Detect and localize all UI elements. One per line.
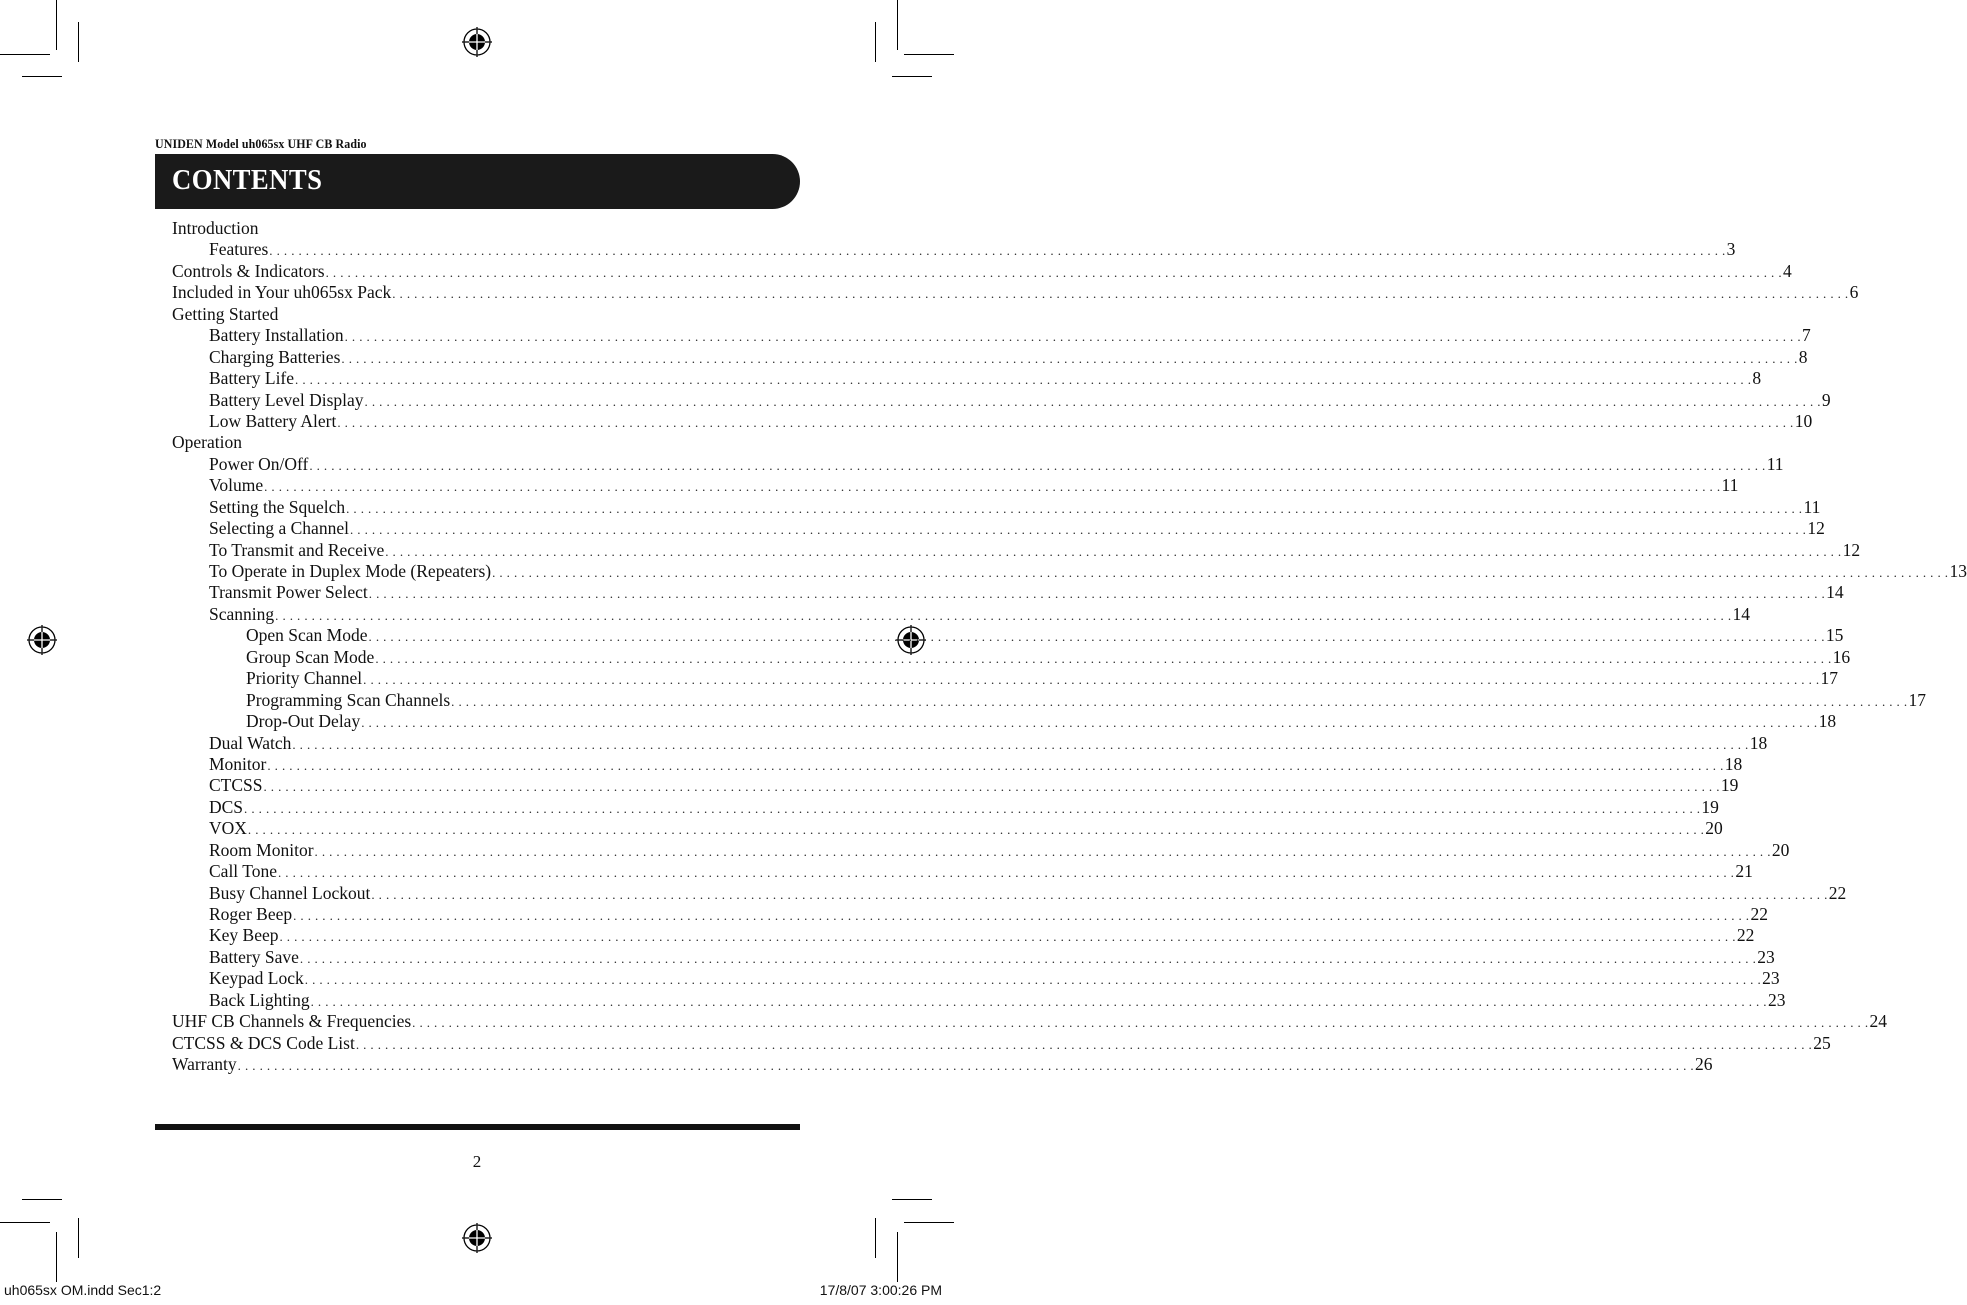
toc-entry-page: 6 xyxy=(1849,282,1859,303)
dot-leader: . . . . . . . . . . . . . . . . . . . . . . . . . . . . . . . . . . . . . . . . . . . . . . . . . . . . . . . . . . . . . . . . . . . . . . . . . . . . . . . . . . . . . . . . . . . . . . . . . . . . . . . . . . . . . . . . . . . . . . . . . . . . . . . . . . . . . . . . . . . . . . . . . . . . . . . . . . . . . . . . . . . . . . . . . . . . . . . . . . . . . . . . . . . . . . . . . . . . . . . . xyxy=(295,372,1752,388)
toc-entry-label: CTCSS & DCS Code List xyxy=(172,1032,355,1053)
toc-entry xyxy=(172,218,774,239)
crop-mark xyxy=(875,1218,876,1258)
dot-leader: . . . . . . . . . . . . . . . . . . . . . . . . . . . . . . . . . . . . . . . . . . . . . . . . . . . . . . . . . . . . . . . . . . . . . . . . . . . . . . . . . . . . . . . . . . . . . . . . . . . . . . . . . . . . . . . . . . . . . . . . . . . . . . . . . . . . . . . . . . . . . . . . . . . . . . . . . . . . . . . . . . . . . . . . . . . . . . . . . . . . . . . . . . . . . . . . . . . . . . . . xyxy=(310,993,1767,1009)
dot-leader: . . . . . . . . . . . . . . . . . . . . . . . . . . . . . . . . . . . . . . . . . . . . . . . . . . . . . . . . . . . . . . . . . . . . . . . . . . . . . . . . . . . . . . . . . . . . . . . . . . . . . . . . . . . . . . . . . . . . . . . . . . . . . . . . . . . . . . . . . . . . . . . . . . . . . . . . . . . . . . . . . . . . . . . . . . . . . . . . . . . . . . . . . . . . . . . . . . . . . . . . xyxy=(385,543,1842,559)
toc-entry-page: 26 xyxy=(1695,1054,1713,1075)
crop-mark xyxy=(904,54,954,55)
toc-entry-page: 22 xyxy=(1750,904,1768,924)
toc-entry xyxy=(172,282,1859,303)
toc-entry-page: 19 xyxy=(1720,775,1739,796)
toc-entry-page: 8 xyxy=(1752,368,1762,389)
crop-mark xyxy=(22,76,62,77)
toc-entry-label: DCS xyxy=(209,796,244,817)
toc-entry xyxy=(172,775,1739,796)
footer-rule xyxy=(155,1124,800,1130)
toc-entry-page: 20 xyxy=(1771,839,1790,860)
toc-entry-page: 17 xyxy=(1820,668,1839,689)
toc-entry-label: Monitor xyxy=(209,753,267,774)
toc-entry xyxy=(172,475,1739,496)
toc-entry-label: Volume xyxy=(209,475,264,496)
dot-leader: . . . . . . . . . . . . . . . . . . . . . . . . . . . . . . . . . . . . . . . . . . . . . . . . . . . . . . . . . . . . . . . . . . . . . . . . . . . . . . . . . . . . . . . . . . . . . . . . . . . . . . . . . . . . . . . . . . . . . . . . . . . . . . . . . . . . . . . . . . . . . . . . . . . . . . . . . . . . . . . . . . . . . . . . . . . . . . . . . . . . . . . . . . . . . . . . . . . . . . . . xyxy=(325,264,1782,280)
toc-entry-label: Operation xyxy=(172,432,242,453)
toc-entry-page: 4 xyxy=(1782,260,1792,281)
timestamp: 17/8/07 3:00:26 PM xyxy=(819,1282,942,1298)
toc-entry-label: Scanning xyxy=(209,603,275,624)
toc-entry xyxy=(172,796,1719,818)
toc-entry-page: 18 xyxy=(1818,711,1837,732)
dot-leader: . . . . . . . . . . . . . . . . . . . . . . . . . . . . . . . . . . . . . . . . . . . . . . . . . . . . . . . . . . . . . . . . . . . . . . . . . . . . . . . . . . . . . . . . . . . . . . . . . . . . . . . . . . . . . . . . . . . . . . . . . . . . . . . . . . . . . . . . . . . . . . . . . . . . . . . . . . . . . . . . . . . . . . . . . . . . . . . . . . . . . . . . . . . . . . . . . . . . . . . . xyxy=(247,822,1705,838)
dot-leader: . . . . . . . . . . . . . . . . . . . . . . . . . . . . . . . . . . . . . . . . . . . . . . . . . . . . . . . . . . . . . . . . . . . . . . . . . . . . . . . . . . . . . . . . . . . . . . . . . . . . . . . . . . . . . . . . . . . . . . . . . . . . . . . . . . . . . . . . . . . . . . . . . . . . . . . . . . . . . . . . . . . . . . . . . . . . . . . . . . . . . . . . . . . . . . . . . . . . . . . . xyxy=(264,479,1721,495)
toc-entry xyxy=(172,646,1851,668)
toc-entry-page: 23 xyxy=(1762,968,1780,989)
toc-entry xyxy=(172,1032,1831,1054)
crop-mark xyxy=(22,1199,62,1200)
dot-leader: . . . . . . . . . . . . . . . . . . . . . . . . . . . . . . . . . . . . . . . . . . . . . . . . . . . . . . . . . . . . . . . . . . . . . . . . . . . . . . . . . . . . . . . . . . . . . . . . . . . . . . . . . . . . . . . . . . . . . . . . . . . . . . . . . . . . . . . . . . . . . . . . . . . . . . . . . . . . . . . . . . . . . . . . . . . . . . . . . . . . . . . . . . . . . . . . . . . . . . . . xyxy=(277,865,1735,881)
crop-mark xyxy=(897,0,898,50)
dot-leader: . . . . . . . . . . . . . . . . . . . . . . . . . . . . . . . . . . . . . . . . . . . . . . . . . . . . . . . . . . . . . . . . . . . . . . . . . . . . . . . . . . . . . . . . . . . . . . . . . . . . . . . . . . . . . . . . . . . . . . . . . . . . . . . . . . . . . . . . . . . . . . . . . . . . . . . . . . . . . . . . . . . . . . . . . . . . . . . . . . . . . . . . . . . . . . . . . . . . . . . . xyxy=(392,286,1849,302)
crop-mark xyxy=(0,54,50,55)
toc-entry-label: Call Tone xyxy=(209,861,277,882)
toc-entry-label: Roger Beep xyxy=(209,904,293,924)
dot-leader: . . . . . . . . . . . . . . . . . . . . . . . . . . . . . . . . . . . . . . . . . . . . . . . . . . . . . . . . . . . . . . . . . . . . . . . . . . . . . . . . . . . . . . . . . . . . . . . . . . . . . . . . . . . . . . . . . . . . . . . . . . . . . . . . . . . . . . . . . . . . . . . . . . . . . . . . . . . . . . . . . . . . . . . . . . . . . . . . . . . . . . . . . . . . . . . . . . . . . . . . xyxy=(263,779,1720,795)
registration-mark-icon xyxy=(461,1222,493,1254)
dot-leader: . . . . . . . . . . . . . . . . . . . . . . . . . . . . . . . . . . . . . . . . . . . . . . . . . . . . . . . . . . . . . . . . . . . . . . . . . . . . . . . . . . . . . . . . . . . . . . . . . . . . . . . . . . . . . . . . . . . . . . . . . . . . . . . . . . . . . . . . . . . . . . . . . . . . . . . . . . . . . . . . . . . . . . . . . . . . . . . . . . . . . . . . . . . . . . . . . . . . . . . . xyxy=(299,950,1757,966)
toc-entry-page: 23 xyxy=(1757,946,1775,967)
dot-leader: . . . . . . . . . . . . . . . . . . . . . . . . . . . . . . . . . . . . . . . . . . . . . . . . . . . . . . . . . . . . . . . . . . . . . . . . . . . . . . . . . . . . . . . . . . . . . . . . . . . . . . . . . . . . . . . . . . . . . . . . . . . . . . . . . . . . . . . . . . . . . . . . . . . . . . . . . . . . . . . . . . . . . . . . . . . . . . . . . . . . . . . . . . . . . . . . . . . . . . . . xyxy=(275,607,1732,623)
toc-entry-label: Charging Batteries xyxy=(209,346,341,367)
toc-entry xyxy=(172,839,1790,861)
toc-entry-page: 22 xyxy=(1828,882,1847,903)
toc-entry xyxy=(172,304,774,325)
dot-leader: . . . . . . . . . . . . . . . . . . . . . . . . . . . . . . . . . . . . . . . . . . . . . . . . . . . . . . . . . . . . . . . . . . . . . . . . . . . . . . . . . . . . . . . . . . . . . . . . . . . . . . . . . . . . . . . . . . . . . . . . . . . . . . . . . . . . . . . . . . . . . . . . . . . . . . . . . . . . . . . . . . . . . . . . . . . . . . . . . . . . . . . . . . . . . . . . . . . . . . . . xyxy=(361,715,1818,731)
toc-entry-label: Setting the Squelch xyxy=(209,496,346,517)
toc-entry-page: 9 xyxy=(1821,389,1831,410)
table-of-contents xyxy=(172,218,1967,1076)
toc-entry xyxy=(172,239,1736,260)
toc-entry-label: VOX xyxy=(209,818,247,839)
toc-entry-page: 18 xyxy=(1724,753,1743,774)
toc-entry xyxy=(172,904,1768,925)
dot-leader: . . . . . . . . . . . . . . . . . . . . . . . . . . . . . . . . . . . . . . . . . . . . . . . . . . . . . . . . . . . . . . . . . . . . . . . . . . . . . . . . . . . . . . . . . . . . . . . . . . . . . . . . . . . . . . . . . . . . . . . . . . . . . . . . . . . . . . . . . . . . . . . . . . . . . . . . . . . . . . . . . . . . . . . . . . . . . . . . . . . . . . . . . . . . . . . . . . . . . . . . xyxy=(349,522,1807,538)
toc-entry-page: 23 xyxy=(1767,989,1786,1010)
toc-entry xyxy=(172,882,1847,904)
toc-entry-label: Transmit Power Select xyxy=(209,582,368,603)
toc-entry xyxy=(172,325,1811,346)
toc-entry xyxy=(172,861,1753,882)
crop-mark xyxy=(0,1222,50,1223)
dot-leader: . . . . . . . . . . . . . . . . . . . . . . . . . . . . . . . . . . . . . . . . . . . . . . . . . . . . . . . . . . . . . . . . . . . . . . . . . . . . . . . . . . . . . . . . . . . . . . . . . . . . . . . . . . . . . . . . . . . . . . . . . . . . . . . . . . . . . . . . . . . . . . . . . . . . . . . . . . . . . . . . . . . . . . . . . . . . . . . . . . . . . . . . . . . . . . . . . . . . . . . . xyxy=(355,1036,1813,1052)
toc-entry-label: To Operate in Duplex Mode (Repeaters) xyxy=(209,561,492,581)
toc-entry xyxy=(172,818,1723,839)
toc-entry-label: Busy Channel Lockout xyxy=(209,882,371,903)
registration-mark-icon xyxy=(26,624,58,656)
toc-entry-page: 3 xyxy=(1726,239,1736,260)
toc-entry-label: Power On/Off xyxy=(209,453,309,474)
dot-leader: . . . . . . . . . . . . . . . . . . . . . . . . . . . . . . . . . . . . . . . . . . . . . . . . . . . . . . . . . . . . . . . . . . . . . . . . . . . . . . . . . . . . . . . . . . . . . . . . . . . . . . . . . . . . . . . . . . . . . . . . . . . . . . . . . . . . . . . . . . . . . . . . . . . . . . . . . . . . . . . . . . . . . . . . . . . . . . . . . . . . . . . . . . . . . . . . . . . . . . . . xyxy=(375,650,1832,666)
toc-entry-label: Keypad Lock xyxy=(209,968,304,989)
toc-entry xyxy=(172,389,1831,411)
dot-leader: . . . . . . . . . . . . . . . . . . . . . . . . . . . . . . . . . . . . . . . . . . . . . . . . . . . . . . . . . . . . . . . . . . . . . . . . . . . . . . . . . . . . . . . . . . . . . . . . . . . . . . . . . . . . . . . . . . . . . . . . . . . . . . . . . . . . . . . . . . . . . . . . . . . . . . . . . . . . . . . . . . . . . . . . . . . . . . . . . . . . . . . . . . . . . . . . . . . . . . . . xyxy=(304,972,1762,988)
toc-entry xyxy=(172,453,1784,475)
dot-leader: . . . . . . . . . . . . . . . . . . . . . . . . . . . . . . . . . . . . . . . . . . . . . . . . . . . . . . . . . . . . . . . . . . . . . . . . . . . . . . . . . . . . . . . . . . . . . . . . . . . . . . . . . . . . . . . . . . . . . . . . . . . . . . . . . . . . . . . . . . . . . . . . . . . . . . . . . . . . . . . . . . . . . . . . . . . . . . . . . . . . . . . . . . . . . . . . . . . . . . . . xyxy=(292,736,1749,752)
toc-entry-page: 7 xyxy=(1801,325,1811,346)
crop-mark xyxy=(56,1232,57,1282)
toc-entry xyxy=(172,496,1821,518)
dot-leader: . . . . . . . . . . . . . . . . . . . . . . . . . . . . . . . . . . . . . . . . . . . . . . . . . . . . . . . . . . . . . . . . . . . . . . . . . . . . . . . . . . . . . . . . . . . . . . . . . . . . . . . . . . . . . . . . . . . . . . . . . . . . . . . . . . . . . . . . . . . . . . . . . . . . . . . . . . . . . . . . . . . . . . . . . . . . . . . . . . . . . . . . . . . . . . . . . . . . . . . . xyxy=(363,672,1820,688)
toc-entry-label: UHF CB Channels & Frequencies xyxy=(172,1011,412,1032)
toc-entry xyxy=(172,689,1926,711)
registration-mark-icon xyxy=(461,26,493,58)
toc-entry-label: Programming Scan Channels xyxy=(246,689,451,710)
crop-mark xyxy=(892,1199,932,1200)
dot-leader: . . . . . . . . . . . . . . . . . . . . . . . . . . . . . . . . . . . . . . . . . . . . . . . . . . . . . . . . . . . . . . . . . . . . . . . . . . . . . . . . . . . . . . . . . . . . . . . . . . . . . . . . . . . . . . . . . . . . . . . . . . . . . . . . . . . . . . . . . . . . . . . . . . . . . . . . . . . . . . . . . . . . . . . . . . . . . . . . . . . . . . . . . . . . . . . . . . . . . . . . xyxy=(346,500,1803,516)
toc-entry xyxy=(172,625,1844,646)
toc-entry xyxy=(172,518,1825,539)
dot-leader: . . . . . . . . . . . . . . . . . . . . . . . . . . . . . . . . . . . . . . . . . . . . . . . . . . . . . . . . . . . . . . . . . . . . . . . . . . . . . . . . . . . . . . . . . . . . . . . . . . . . . . . . . . . . . . . . . . . . . . . . . . . . . . . . . . . . . . . . . . . . . . . . . . . . . . . . . . . . . . . . . . . . . . . . . . . . . . . . . . . . . . . . . . . . . . . . . . . . . . . . xyxy=(244,800,1701,816)
toc-entry-label: Battery Save xyxy=(209,946,299,967)
toc-entry-label: Group Scan Mode xyxy=(246,646,375,667)
dot-leader: . . . . . . . . . . . . . . . . . . . . . . . . . . . . . . . . . . . . . . . . . . . . . . . . . . . . . . . . . . . . . . . . . . . . . . . . . . . . . . . . . . . . . . . . . . . . . . . . . . . . . . . . . . . . . . . . . . . . . . . . . . . . . . . . . . . . . . . . . . . . . . . . . . . . . . . . . . . . . . . . . . . . . . . . . . . . . . . . . . . . . . . . . . . . . . . . . . . . . . . . xyxy=(279,929,1736,945)
toc-entry-label: CTCSS xyxy=(209,775,263,796)
dot-leader: . . . . . . . . . . . . . . . . . . . . . . . . . . . . . . . . . . . . . . . . . . . . . . . . . . . . . . . . . . . . . . . . . . . . . . . . . . . . . . . . . . . . . . . . . . . . . . . . . . . . . . . . . . . . . . . . . . . . . . . . . . . . . . . . . . . . . . . . . . . . . . . . . . . . . . . . . . . . . . . . . . . . . . . . . . . . . . . . . . . . . . . . . . . . . . . . . . . . . . . . xyxy=(451,693,1908,709)
crop-mark xyxy=(875,22,876,62)
toc-entry-label: Warranty xyxy=(172,1054,237,1075)
toc-entry-label: Back Lighting xyxy=(209,989,310,1010)
dot-leader: . . . . . . . . . . . . . . . . . . . . . . . . . . . . . . . . . . . . . . . . . . . . . . . . . . . . . . . . . . . . . . . . . . . . . . . . . . . . . . . . . . . . . . . . . . . . . . . . . . . . . . . . . . . . . . . . . . . . . . . . . . . . . . . . . . . . . . . . . . . . . . . . . . . . . . . . . . . . . . . . . . . . . . . . . . . . . . . . . . . . . . . . . . . . . . . . . . . . . . . . xyxy=(309,457,1766,473)
toc-entry-label: Drop-Out Delay xyxy=(246,711,361,732)
toc-entry-label: Introduction xyxy=(172,218,259,238)
dot-leader: . . . . . . . . . . . . . . . . . . . . . . . . . . . . . . . . . . . . . . . . . . . . . . . . . . . . . . . . . . . . . . . . . . . . . . . . . . . . . . . . . . . . . . . . . . . . . . . . . . . . . . . . . . . . . . . . . . . . . . . . . . . . . . . . . . . . . . . . . . . . . . . . . . . . . . . . . . . . . . . . . . . . . . . . . . . . . . . . . . . . . . . . . . . . . . . . . . . . . . . . xyxy=(371,886,1828,902)
toc-entry-page: 20 xyxy=(1705,818,1723,839)
toc-entry-label: Features xyxy=(209,239,269,260)
toc-entry xyxy=(172,260,1792,282)
dot-leader: . . . . . . . . . . . . . . . . . . . . . . . . . . . . . . . . . . . . . . . . . . . . . . . . . . . . . . . . . . . . . . . . . . . . . . . . . . . . . . . . . . . . . . . . . . . . . . . . . . . . . . . . . . . . . . . . . . . . . . . . . . . . . . . . . . . . . . . . . . . . . . . . . . . . . . . . . . . . . . . . . . . . . . . . . . . . . . . . . . . . . . . . . . . . . . . . . . . . . . . . xyxy=(368,586,1826,602)
toc-entry-page: 22 xyxy=(1736,925,1755,946)
toc-entry-page: 11 xyxy=(1803,496,1821,517)
crop-mark xyxy=(897,1232,898,1282)
toc-entry-label: Low Battery Alert xyxy=(209,410,337,431)
toc-entry xyxy=(172,603,1750,625)
toc-entry xyxy=(172,732,1768,754)
toc-entry-page: 21 xyxy=(1735,861,1753,882)
toc-entry-label: Key Beep xyxy=(209,925,279,946)
crop-mark xyxy=(892,76,932,77)
toc-entry xyxy=(172,968,1780,989)
toc-entry xyxy=(172,753,1743,775)
toc-entry-label: Room Monitor xyxy=(209,839,314,860)
dot-leader: . . . . . . . . . . . . . . . . . . . . . . . . . . . . . . . . . . . . . . . . . . . . . . . . . . . . . . . . . . . . . . . . . . . . . . . . . . . . . . . . . . . . . . . . . . . . . . . . . . . . . . . . . . . . . . . . . . . . . . . . . . . . . . . . . . . . . . . . . . . . . . . . . . . . . . . . . . . . . . . . . . . . . . . . . . . . . . . . . . . . . . . . . . . . . . . . . . . . . . . . xyxy=(237,1058,1695,1074)
dot-leader: . . . . . . . . . . . . . . . . . . . . . . . . . . . . . . . . . . . . . . . . . . . . . . . . . . . . . . . . . . . . . . . . . . . . . . . . . . . . . . . . . . . . . . . . . . . . . . . . . . . . . . . . . . . . . . . . . . . . . . . . . . . . . . . . . . . . . . . . . . . . . . . . . . . . . . . . . . . . . . . . . . . . . . . . . . . . . . . . . . . . . . . . . . . . . . . . . . . . . . . . xyxy=(344,329,1801,345)
toc-entry-label: Battery Level Display xyxy=(209,389,364,410)
dot-leader: . . . . . . . . . . . . . . . . . . . . . . . . . . . . . . . . . . . . . . . . . . . . . . . . . . . . . . . . . . . . . . . . . . . . . . . . . . . . . . . . . . . . . . . . . . . . . . . . . . . . . . . . . . . . . . . . . . . . . . . . . . . . . . . . . . . . . . . . . . . . . . . . . . . . . . . . . . . . . . . . . . . . . . . . . . . . . . . . . . . . . . . . . . . . . . . . . . . . . . . . xyxy=(412,1015,1869,1031)
page-number: 2 xyxy=(472,1152,482,1171)
toc-entry-page: 17 xyxy=(1908,689,1926,710)
dot-leader: . . . . . . . . . . . . . . . . . . . . . . . . . . . . . . . . . . . . . . . . . . . . . . . . . . . . . . . . . . . . . . . . . . . . . . . . . . . . . . . . . . . . . . . . . . . . . . . . . . . . . . . . . . . . . . . . . . . . . . . . . . . . . . . . . . . . . . . . . . . . . . . . . . . . . . . . . . . . . . . . . . . . . . . . . . . . . . . . . . . . . . . . . . . . . . . . . . . . . . . . xyxy=(269,243,1726,259)
page-title: CONTENTS xyxy=(172,164,323,196)
dot-leader: . . . . . . . . . . . . . . . . . . . . . . . . . . . . . . . . . . . . . . . . . . . . . . . . . . . . . . . . . . . . . . . . . . . . . . . . . . . . . . . . . . . . . . . . . . . . . . . . . . . . . . . . . . . . . . . . . . . . . . . . . . . . . . . . . . . . . . . . . . . . . . . . . . . . . . . . . . . . . . . . . . . . . . . . . . . . . . . . . . . . . . . . . . . . . . . . . . . . . . . . xyxy=(267,757,1724,773)
toc-entry xyxy=(172,539,1861,561)
toc-entry xyxy=(172,582,1844,603)
crop-mark xyxy=(904,1222,954,1223)
dot-leader: . . . . . . . . . . . . . . . . . . . . . . . . . . . . . . . . . . . . . . . . . . . . . . . . . . . . . . . . . . . . . . . . . . . . . . . . . . . . . . . . . . . . . . . . . . . . . . . . . . . . . . . . . . . . . . . . . . . . . . . . . . . . . . . . . . . . . . . . . . . . . . . . . . . . . . . . . . . . . . . . . . . . . . . . . . . . . . . . . . . . . . . . . . . . . . . . . . . . . . . . xyxy=(368,629,1825,645)
toc-entry xyxy=(172,561,1967,582)
toc-entry-label: Controls & Indicators xyxy=(172,260,325,281)
crop-mark xyxy=(56,0,57,50)
toc-entry-page: 13 xyxy=(1949,561,1967,581)
toc-entry xyxy=(172,410,1813,432)
toc-entry-label: Dual Watch xyxy=(209,732,292,753)
toc-entry xyxy=(172,368,1762,389)
contents-title-bar xyxy=(155,154,800,209)
toc-entry xyxy=(172,346,1808,368)
toc-entry-page: 12 xyxy=(1842,539,1861,560)
toc-entry xyxy=(172,432,774,453)
toc-entry-label: Included in Your uh065sx Pack xyxy=(172,282,392,303)
toc-entry-label: Selecting a Channel xyxy=(209,518,349,539)
crop-mark xyxy=(78,22,79,62)
toc-entry xyxy=(172,668,1839,689)
toc-entry-page: 14 xyxy=(1826,582,1844,603)
toc-entry-label: Getting Started xyxy=(172,303,279,324)
dot-leader: . . . . . . . . . . . . . . . . . . . . . . . . . . . . . . . . . . . . . . . . . . . . . . . . . . . . . . . . . . . . . . . . . . . . . . . . . . . . . . . . . . . . . . . . . . . . . . . . . . . . . . . . . . . . . . . . . . . . . . . . . . . . . . . . . . . . . . . . . . . . . . . . . . . . . . . . . . . . . . . . . . . . . . . . . . . . . . . . . . . . . . . . . . . . . . . . . . . . . . . . xyxy=(364,393,1821,409)
crop-mark xyxy=(78,1218,79,1258)
toc-entry-page: 18 xyxy=(1749,732,1768,753)
toc-entry xyxy=(172,925,1755,946)
dot-leader: . . . . . . . . . . . . . . . . . . . . . . . . . . . . . . . . . . . . . . . . . . . . . . . . . . . . . . . . . . . . . . . . . . . . . . . . . . . . . . . . . . . . . . . . . . . . . . . . . . . . . . . . . . . . . . . . . . . . . . . . . . . . . . . . . . . . . . . . . . . . . . . . . . . . . . . . . . . . . . . . . . . . . . . . . . . . . . . . . . . . . . . . . . . . . . . . . . . . . . . . xyxy=(337,414,1794,430)
toc-entry-label: Battery Life xyxy=(209,368,295,389)
toc-entry-label: Priority Channel xyxy=(246,668,363,689)
toc-entry-page: 12 xyxy=(1807,518,1825,539)
running-header: UNIDEN Model uh065sx UHF CB Radio xyxy=(155,136,367,151)
toc-entry-page: 10 xyxy=(1794,410,1813,431)
toc-entry-label: Open Scan Mode xyxy=(246,625,368,646)
toc-entry-label: Battery Installation xyxy=(209,325,344,346)
toc-entry-page: 25 xyxy=(1813,1032,1831,1053)
toc-entry xyxy=(172,1054,1713,1075)
toc-entry-page: 15 xyxy=(1825,625,1844,646)
toc-entry-page: 14 xyxy=(1732,603,1750,624)
toc-entry-page: 11 xyxy=(1721,475,1739,496)
toc-entry xyxy=(172,946,1775,968)
dot-leader: . . . . . . . . . . . . . . . . . . . . . . . . . . . . . . . . . . . . . . . . . . . . . . . . . . . . . . . . . . . . . . . . . . . . . . . . . . . . . . . . . . . . . . . . . . . . . . . . . . . . . . . . . . . . . . . . . . . . . . . . . . . . . . . . . . . . . . . . . . . . . . . . . . . . . . . . . . . . . . . . . . . . . . . . . . . . . . . . . . . . . . . . . . . . . . . . . . . . . . . . xyxy=(314,843,1771,859)
toc-entry-page: 11 xyxy=(1766,453,1784,474)
toc-entry-page: 16 xyxy=(1832,646,1851,667)
file-slug: uh065sx OM.indd Sec1:2 xyxy=(4,1282,162,1298)
toc-entry xyxy=(172,1011,1888,1032)
toc-entry xyxy=(172,989,1786,1011)
toc-entry-label: To Transmit and Receive xyxy=(209,539,385,560)
dot-leader: . . . . . . . . . . . . . . . . . . . . . . . . . . . . . . . . . . . . . . . . . . . . . . . . . . . . . . . . . . . . . . . . . . . . . . . . . . . . . . . . . . . . . . . . . . . . . . . . . . . . . . . . . . . . . . . . . . . . . . . . . . . . . . . . . . . . . . . . . . . . . . . . . . . . . . . . . . . . . . . . . . . . . . . . . . . . . . . . . . . . . . . . . . . . . . . . . . . . . . . . xyxy=(341,350,1798,366)
dot-leader: . . . . . . . . . . . . . . . . . . . . . . . . . . . . . . . . . . . . . . . . . . . . . . . . . . . . . . . . . . . . . . . . . . . . . . . . . . . . . . . . . . . . . . . . . . . . . . . . . . . . . . . . . . . . . . . . . . . . . . . . . . . . . . . . . . . . . . . . . . . . . . . . . . . . . . . . . . . . . . . . . . . . . . . . . . . . . . . . . . . . . . . . . . . . . . . . . . . . . . . . xyxy=(293,908,1750,923)
toc-entry-page: 8 xyxy=(1798,346,1808,367)
toc-entry xyxy=(172,711,1837,732)
toc-entry-page: 24 xyxy=(1869,1011,1888,1032)
toc-entry-page: 19 xyxy=(1701,796,1719,817)
dot-leader: . . . . . . . . . . . . . . . . . . . . . . . . . . . . . . . . . . . . . . . . . . . . . . . . . . . . . . . . . . . . . . . . . . . . . . . . . . . . . . . . . . . . . . . . . . . . . . . . . . . . . . . . . . . . . . . . . . . . . . . . . . . . . . . . . . . . . . . . . . . . . . . . . . . . . . . . . . . . . . . . . . . . . . . . . . . . . . . . . . . . . . . . . . . . . . . . . . . . . . . . xyxy=(492,565,1949,580)
